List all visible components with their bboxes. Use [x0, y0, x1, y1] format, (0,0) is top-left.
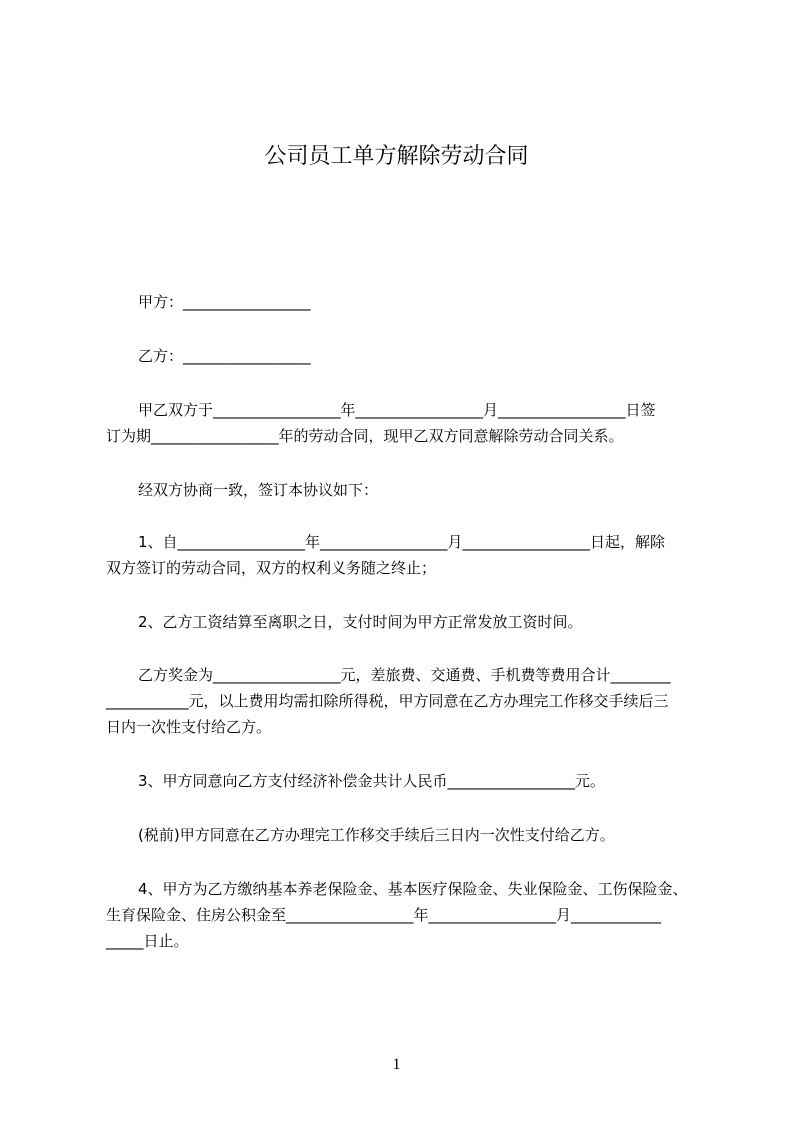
party-b-line: 乙方：_________________: [138, 347, 311, 365]
clause-4-line-2: 生育保险金、住房公积金至_________________年_________________月____________: [106, 906, 662, 924]
pretax-note: (税前)甲方同意在乙方办理完工作移交手续后三日内一次性支付给乙方。: [138, 826, 615, 844]
agreement-intro: 经双方协商一致，签订本协议如下：: [138, 481, 379, 499]
bonus-line-2: ___________元，以上费用均需扣除所得税，甲方同意在乙方办理完工作移交手续后三: [106, 692, 669, 710]
clause-2: 2、乙方工资结算至离职之日，支付时间为甲方正常发放工资时间。: [138, 613, 583, 631]
sign-date-line-2: 订为期_________________年的劳动合同，现甲乙双方同意解除劳动合同关系。: [106, 427, 624, 445]
clause-3: 3、甲方同意向乙方支付经济补偿金共计人民币_________________元。: [138, 772, 606, 790]
sign-date-line-1: 甲乙双方于_________________年_________________月_________________日签: [138, 401, 656, 419]
clause-1-line-1: 1、自_________________年_________________月_________________日起，解除: [138, 533, 666, 551]
party-a-line: 甲方：_________________: [138, 293, 311, 311]
page-number: 1: [392, 1056, 401, 1073]
clause-4-line-3: _____日止。: [106, 932, 189, 950]
bonus-line-1: 乙方奖金为_________________元，差旅费、交通费、手机费等费用合计________: [138, 666, 671, 684]
clause-1-line-2: 双方签订的劳动合同，双方的权利义务随之终止；: [106, 559, 437, 577]
document-title: 公司员工单方解除劳动合同: [264, 144, 529, 169]
clause-4-line-1: 4、甲方为乙方缴纳基本养老保险金、基本医疗保险金、失业保险金、工伤保险金、: [138, 880, 688, 898]
bonus-line-3: 日内一次性支付给乙方。: [106, 718, 272, 736]
